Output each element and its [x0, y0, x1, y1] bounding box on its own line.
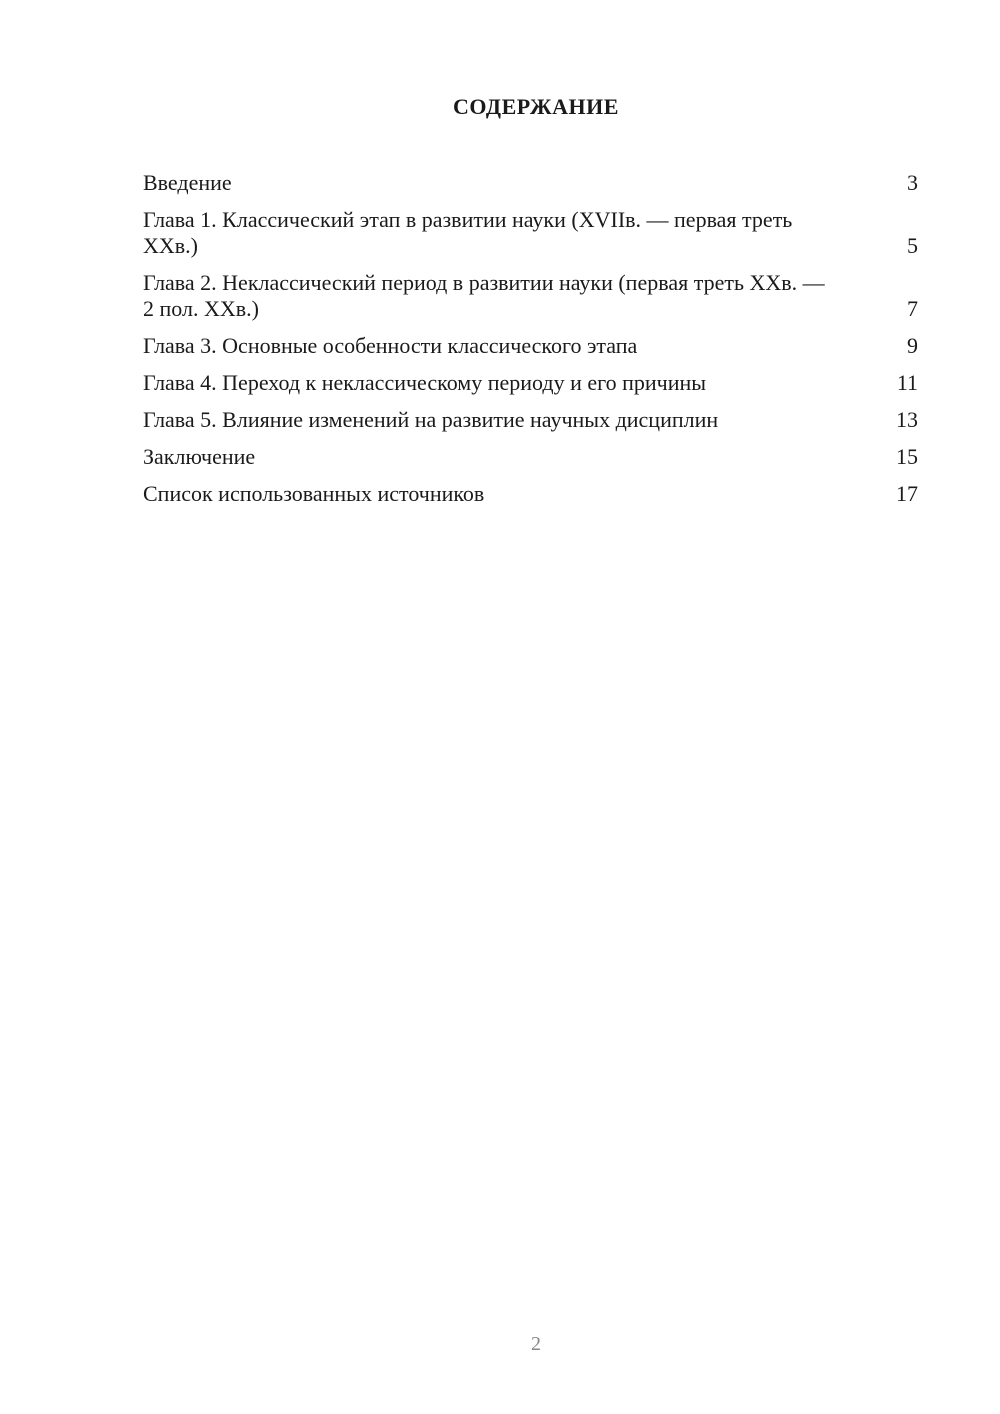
toc-entry-chapter-3[interactable] [143, 333, 918, 359]
toc-entry-title: Список использованных источников [143, 481, 485, 506]
toc-entry-page: 11 [896, 370, 918, 395]
toc-entry-chapter-4[interactable] [143, 370, 918, 396]
toc-entry-page: 3 [907, 170, 918, 195]
toc-entry-chapter-5[interactable] [143, 407, 918, 433]
toc-entry-chapter-1[interactable] [143, 207, 918, 259]
toc-entry-references[interactable] [143, 481, 918, 507]
toc-entry-page: 9 [907, 333, 918, 358]
toc-entry-page: 17 [896, 481, 918, 506]
toc-entry-title: Глава 3. Основные особенности классического этапа [143, 333, 638, 358]
toc-entry-page: 7 [907, 296, 918, 321]
page-number: 2 [531, 1333, 541, 1355]
toc-entry-title: Глава 1. Классический этап в развитии науки (XVIIв. — первая треть XXв.) [143, 207, 793, 258]
toc-entry-conclusion[interactable] [143, 444, 918, 470]
toc-entry-title: Заключение [143, 444, 256, 469]
table-of-contents [143, 170, 918, 518]
toc-entry-title: Глава 2. Неклассический период в развитии науки (первая треть XXв. — 2 пол. XXв.) [143, 270, 825, 321]
toc-entry-chapter-2[interactable] [143, 270, 918, 322]
toc-entry-introduction[interactable] [143, 170, 918, 196]
toc-entry-page: 15 [896, 444, 918, 469]
toc-entry-title: Глава 4. Переход к неклассическому периоду и его причины [143, 370, 707, 395]
toc-entry-title: Глава 5. Влияние изменений на развитие научных дисциплин [143, 407, 719, 432]
page-title: СОДЕРЖАНИЕ [453, 94, 619, 119]
toc-entry-page: 5 [907, 233, 918, 258]
toc-entry-page: 13 [896, 407, 918, 432]
toc-entry-title: Введение [143, 170, 232, 195]
